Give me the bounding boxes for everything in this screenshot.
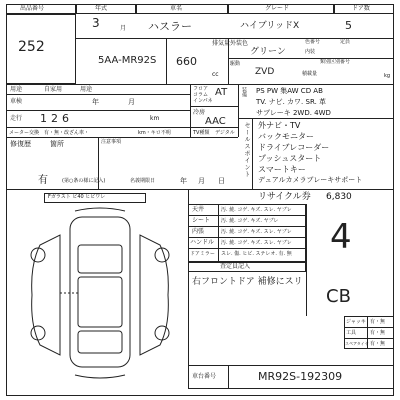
tv-label: TV種類 xyxy=(193,130,210,136)
car-diagram xyxy=(20,205,180,385)
score-value: 4 xyxy=(330,217,352,257)
history-note: (第○条の様に記入) xyxy=(62,178,106,184)
interior-row-2-label: シート xyxy=(192,217,211,224)
chassis-label: 車台番号 xyxy=(192,373,217,380)
tool-label: 工具 xyxy=(346,330,357,336)
ac-value: AAC xyxy=(205,116,226,127)
glass-label: Fガラスト ビ40 ヒビワレ xyxy=(48,194,106,200)
sales-point-6: デュアルカメラブレーキサポート xyxy=(258,176,363,184)
usage-label: 用途 xyxy=(80,86,93,93)
model-code: 5AA-MR92S xyxy=(98,55,157,66)
engine-label: 排気量 xyxy=(212,40,231,47)
interior-row-1-label: 天井 xyxy=(192,206,205,213)
sales-point-1: 外ナビ・TV xyxy=(258,121,301,130)
sales-point-label: セールスポイント xyxy=(243,122,250,178)
chassis-value: MR92S-192309 xyxy=(258,370,343,383)
interior-row-4-label: ハンドル xyxy=(190,239,215,246)
equipment-label: 装備 xyxy=(241,87,247,97)
interior-row-3-label: 内張 xyxy=(192,228,205,235)
month-label: 月 xyxy=(120,25,127,32)
jack-value: 有・無 xyxy=(370,319,386,325)
interior-row-5-items: スレ. 傷. ヒビ. ステレオ. 有. 無 xyxy=(221,251,292,257)
exterior-value: グリーン xyxy=(250,47,286,57)
exterior-label: 外装色 xyxy=(230,40,249,47)
spare-value: 有・無 xyxy=(370,341,386,347)
engine-value: 660 xyxy=(176,55,197,68)
meter-options: 有・無・改ざん車・ xyxy=(44,130,90,136)
color-no-label: 色番号 xyxy=(305,39,321,45)
doors-value: 5 xyxy=(345,19,352,32)
use-label: 用途 xyxy=(10,86,23,93)
inspector-label: 査定員記入 xyxy=(220,263,251,270)
drive-value: ZVD xyxy=(255,67,275,77)
date-year: 年 xyxy=(180,177,187,185)
history-label: 修復歴 xyxy=(10,140,31,148)
name-label: 車名 xyxy=(170,5,183,12)
inspector-note: 右フロントドア 補修にスリ xyxy=(192,277,303,287)
sales-point-3: ドライブレコーダー xyxy=(258,143,330,152)
interior-row-2-items: 汚. 焼. コゲ. キズ. ヤブレ xyxy=(221,218,279,224)
engine-unit: cc xyxy=(212,71,219,78)
jack-label: ジャッキ xyxy=(346,319,366,325)
meter-unit: km・キロ不明 xyxy=(138,130,171,136)
owner-label: 自家用 xyxy=(44,86,63,93)
writer-label: 名義期限日 xyxy=(130,178,156,184)
lot-number: 252 xyxy=(18,39,45,55)
interior-row-3-items: 汚. 焼. コゲ. キズ. スレ. ヤブレ xyxy=(221,229,292,235)
mileage-unit: km xyxy=(150,115,160,122)
name-value: ハスラー xyxy=(148,20,192,33)
load-label: 積載量 xyxy=(302,71,318,77)
inspection-month: 月 xyxy=(128,98,135,106)
meter-label: メーター交換 xyxy=(9,130,40,136)
sales-point-4: プッシュスタート xyxy=(258,154,322,163)
inspection-year: 年 xyxy=(92,98,99,106)
location-label: 箇所 xyxy=(50,140,64,148)
seat-label: 定員 xyxy=(340,39,351,45)
history-value: 有 xyxy=(38,175,48,186)
recycle-value: 6,830 xyxy=(326,192,352,202)
mileage-label: 走行 xyxy=(10,115,23,122)
sales-point-2: バックモニター xyxy=(258,132,314,141)
year-label: 年式 xyxy=(95,5,108,12)
inspection-label: 車検 xyxy=(10,98,23,105)
shift-value: AT xyxy=(215,87,228,98)
floor-label: フロア xyxy=(193,86,209,92)
tool-value: 有・無 xyxy=(370,330,386,336)
date-day: 日 xyxy=(218,177,225,185)
lot-label: 出品番号 xyxy=(20,5,45,12)
equipment-row3: サブレーキ 2WD. 4WD xyxy=(256,109,331,117)
category-label: 類別区別番号 xyxy=(320,59,351,65)
audio-label: デジタル xyxy=(215,130,235,136)
grade-label: グレード xyxy=(265,5,290,12)
interior-label: 内装 xyxy=(305,49,316,55)
drive-label: 駆動 xyxy=(230,61,241,67)
interior-row-5-label: ドアミラー xyxy=(190,251,215,257)
column-label: コラム xyxy=(193,92,208,98)
notes-label: 注意事項 xyxy=(101,139,122,145)
recycle-label: リサイクル券 xyxy=(258,192,311,202)
year-value: 3 xyxy=(92,16,100,30)
equipment-row1: PS PW 集AW CD AB xyxy=(256,87,323,95)
sales-point-5: スマートキー xyxy=(258,165,306,174)
grade-value: ハイブリッドX xyxy=(240,21,300,31)
doors-label: ドア数 xyxy=(352,5,370,12)
interior-row-1-items: 汚. 焼. コゲ. キズ. スレ. ヤブレ xyxy=(221,207,292,213)
interior-row-4-items: 汚. 焼. コゲ. キズ. スレ. ヤブレ xyxy=(221,240,292,246)
date-month: 月 xyxy=(198,177,205,185)
grade-small-value: CB xyxy=(326,286,351,307)
ac-label: 冷房 xyxy=(193,109,206,116)
spare-label: スペアタイヤ xyxy=(345,341,369,346)
mileage-value: 126 xyxy=(40,112,73,125)
load-unit: kg xyxy=(384,73,391,79)
instpanel-label: インパネ xyxy=(193,98,213,104)
equipment-row2: TV. ナビ. カワ. SR. 革 xyxy=(256,98,327,106)
